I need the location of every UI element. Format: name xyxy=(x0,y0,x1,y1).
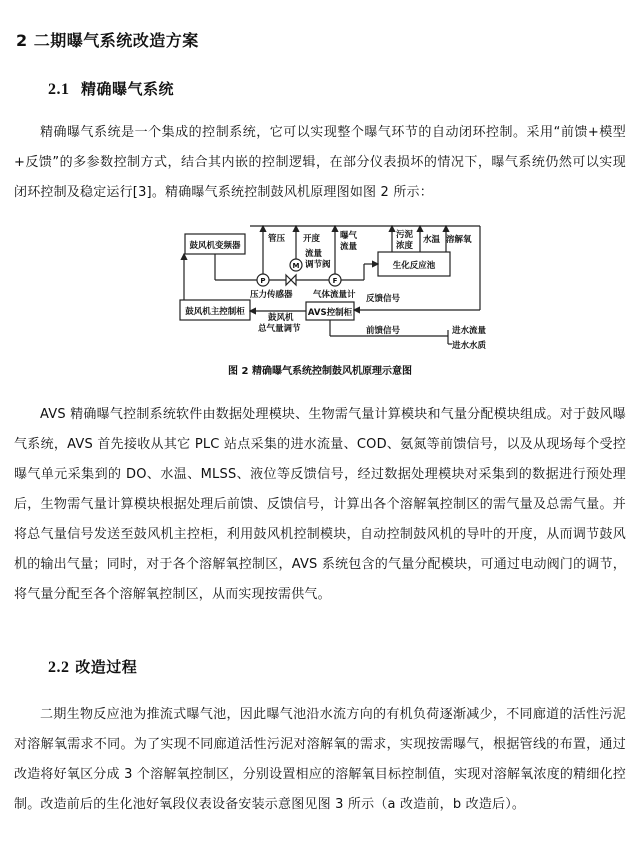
flow-valve-symbol xyxy=(286,275,296,285)
water-temp-label: 水温 xyxy=(423,235,441,245)
blower-total-label-2: 总气量调节 xyxy=(258,324,301,334)
do-label: 溶解氧 xyxy=(446,235,472,245)
paragraph-avs: AVS 精确曝气控制系统软件由数据处理模块、生物需气量计算模块和气量分配模块组成。对于鼓风曝气系统，AVS 首先接收从其它 PLC 站点采集的进水流量、COD、氨氮等前馈信号，以及从现场每个受控曝气单元采集到的 DO、水温、MLSS、液位等反馈信号，经过数据处理模块对采集到的数据进行预处理后，生物需气量计算模块根据处理后前馈、反馈信号，计算出各个溶解氧控制区的需气量及总需气量。并将总气量信号发送至鼓风机主控柜，利用鼓风机控制模块，自动控制鼓风机的导叶的开度，从而调节鼓风机的输出气量；同时，对于各个溶解氧控制区，AVS 系统包含的气量分配模块，可通过电动阀门的调节，将气量分配至各个溶解氧控制区，从而实现按需供气。 xyxy=(14,407,626,602)
blower-inverter-label: 鼓风机变频器 xyxy=(189,241,241,251)
paragraph-intro: 精确曝气系统是一个集成的控制系统，它可以实现整个曝气环节的自动闭环控制。采用“前馈+模型+反馈”的多参数控制方式，结合其内嵌的控制逻辑，在部分仪表损坏的情况下，曝气系统仍然可以实现闭环控制及稳定运行[3]。精确曝气系统控制鼓风机原理图如图 2 所示： xyxy=(14,125,626,200)
inflow-label: 进水流量 xyxy=(452,326,487,336)
subsection-title-2: 改造过程 xyxy=(75,658,138,676)
aeration-label-2: 流量 xyxy=(340,242,358,252)
subsection-number: 2.1 xyxy=(48,81,70,98)
influent-quality-label: 进水水质 xyxy=(452,341,487,351)
flowmeter-symbol-letter: F xyxy=(332,277,338,285)
feedforward-label: 前馈信号 xyxy=(366,326,401,336)
avs-cabinet-label: AVS控制柜 xyxy=(307,308,353,318)
pipe-pressure-label: 管压 xyxy=(268,234,286,244)
aeration-label-1: 曝气 xyxy=(340,231,358,241)
sludge-label-2: 浓度 xyxy=(396,241,414,251)
gas-flowmeter-label: 气体流量计 xyxy=(313,290,356,300)
section-heading: 2 二期曝气系统改造方案 xyxy=(16,31,199,50)
subsection-title: 精确曝气系统 xyxy=(80,80,174,98)
opening-label: 开度 xyxy=(303,234,321,244)
flow-valve-label-1: 流量 xyxy=(305,249,323,259)
feedback-label: 反馈信号 xyxy=(366,294,401,304)
motor-symbol-letter: M xyxy=(292,262,300,270)
sludge-label-1: 污泥 xyxy=(396,230,414,240)
subsection-number-2: 2.2 xyxy=(48,659,70,676)
flow-valve-label-2: 调节阀 xyxy=(305,260,331,270)
figure-caption: 图 2 精确曝气系统控制鼓风机原理示意图 xyxy=(228,366,412,377)
pressure-sensor-label: 压力传感器 xyxy=(250,290,293,300)
subsection-2-2-heading xyxy=(48,656,137,677)
main-control-cabinet-label: 鼓风机主控制柜 xyxy=(185,307,245,317)
pressure-symbol-letter: P xyxy=(260,277,266,285)
bio-tank-label: 生化反应池 xyxy=(392,261,436,271)
blower-total-label-1: 鼓风机 xyxy=(268,313,294,323)
paragraph-retrofit: 二期生物反应池为推流式曝气池，因此曝气池沿水流方向的有机负荷逐渐减少，不同廊道的活性污泥对溶解氧需求不同。为了实现不同廊道活性污泥对溶解氧的需求，实现按需曝气，根据管线的布置，通过改造将好氧区分成 3 个溶解氧控制区，分别设置相应的溶解氧目标控制值，实现对溶解氧浓度的精细化控制。改造前后的生化池好氧段仪表设备安装示意图见图 3 所示（a 改造前，b 改造后）。 xyxy=(14,707,626,812)
